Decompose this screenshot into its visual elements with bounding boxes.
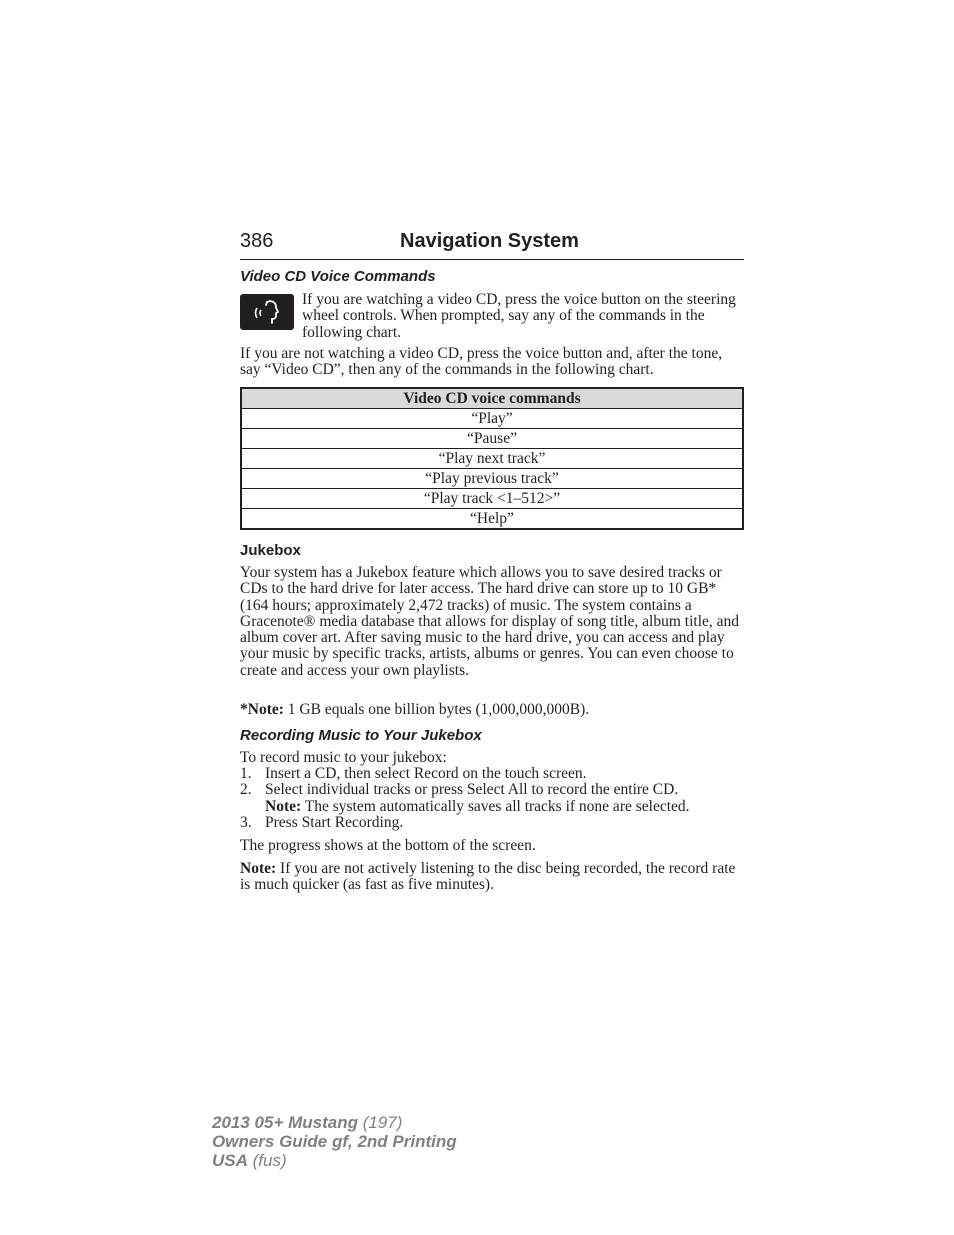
- note-label: Note:: [265, 797, 302, 815]
- list-item: [240, 815, 746, 831]
- note-label: *Note:: [240, 701, 284, 718]
- progress-text: The progress shows at the bottom of the screen.: [240, 837, 536, 854]
- page-number: 386: [240, 230, 274, 252]
- footer-model: 2013 05+ Mustang: [212, 1113, 358, 1132]
- video-cd-paragraph: If you are not watching a video CD, press the voice button and, after the tone, say “Video CD”, then any of the commands in the following chart.: [240, 345, 723, 379]
- step-number: 3.: [240, 813, 252, 831]
- table-row: “Help”: [241, 509, 743, 530]
- page-header: [240, 228, 744, 260]
- recording-steps: [240, 766, 746, 831]
- video-cd-commands-table: [240, 387, 744, 530]
- voice-button-icon: [240, 294, 294, 330]
- footer-line-2: [212, 1132, 457, 1151]
- section-title: Navigation System: [400, 230, 579, 252]
- step-number: 2.: [240, 781, 252, 799]
- jukebox-note: [240, 702, 746, 718]
- note-text: The system automatically saves all tracks if none are selected.: [301, 797, 690, 815]
- list-item: [240, 766, 746, 782]
- step-text: Press Start Recording.: [265, 813, 404, 831]
- table-row: “Play track <1–512>”: [241, 489, 743, 509]
- video-cd-heading: Video CD Voice Commands: [240, 268, 436, 285]
- table-row: “Pause”: [241, 429, 743, 449]
- table-row: “Play next track”: [241, 449, 743, 469]
- recording-note: [240, 861, 746, 894]
- step-text: Select individual tracks or press Select All to record the entire CD.: [265, 781, 679, 799]
- list-item: [240, 782, 746, 815]
- jukebox-paragraph: Your system has a Jukebox feature which allows you to save desired tracks or CDs to the hard drive for later access. The hard drive can store up to 10 GB* (164 hours; approximately 2,472 tracks) of music. The system contains a Gracenote® media database that allows for display of song title, album title, and album cover art. After saving music to the hard drive, you can access and play your music by specific tracks, artists, albums or genres. You can even choose to create and access your own playlists.: [240, 564, 740, 679]
- step-number: 1.: [240, 765, 252, 782]
- table-row: “Play”: [241, 409, 743, 429]
- video-cd-icon-text: If you are watching a video CD, press the voice button on the steering wheel controls. When prompted, say any of the commands in the following chart.: [302, 291, 736, 341]
- step-text: Insert a CD, then select Record on the touch screen.: [265, 765, 587, 782]
- footer-code: (197): [358, 1113, 403, 1132]
- footer-market: USA: [212, 1151, 248, 1170]
- footer-market-code: (fus): [247, 1151, 287, 1170]
- note-label: Note:: [240, 860, 277, 877]
- footer-line-3: [212, 1151, 457, 1170]
- footer-guide: Owners Guide gf, 2nd Printing: [212, 1132, 457, 1151]
- note-text: 1 GB equals one billion bytes (1,000,000,000B).: [283, 701, 590, 718]
- note-text: If you are not actively listening to the disc being recorded, the record rate is much quicker (as fast as five minutes).: [240, 860, 736, 894]
- table-row: “Play previous track”: [241, 469, 743, 489]
- recording-intro: To record music to your jukebox:: [240, 749, 447, 766]
- page-footer: [212, 1113, 457, 1170]
- jukebox-heading: Jukebox: [240, 542, 301, 559]
- table-header: Video CD voice commands: [241, 388, 743, 409]
- footer-line-1: [212, 1113, 457, 1132]
- recording-heading: Recording Music to Your Jukebox: [240, 727, 482, 744]
